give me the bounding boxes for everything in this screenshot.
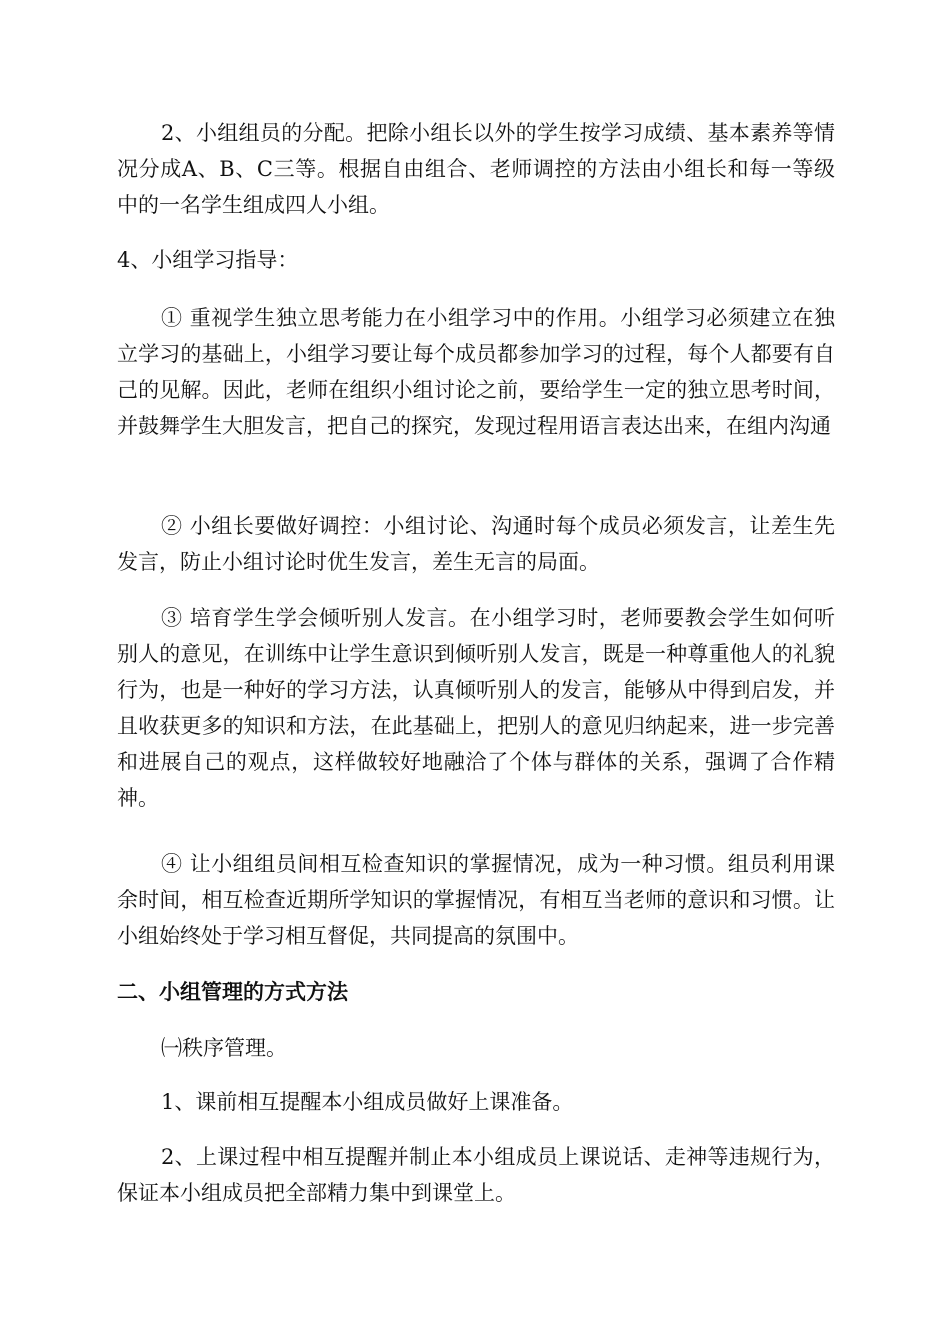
section-heading-management-methods: 二、小组管理的方式方法	[117, 980, 348, 1004]
paragraph-listening-skills: ③ 培育学生学会倾听别人发言。在小组学习时，老师要教会学生如何听别人的意见，在训练中让学生意识到倾听别人发言，既是一种尊重他人的礼貌行为，也是一种好的学习方法，认真倾听别人的发言，能够从中得到启发，并且收获更多的知识和方法，在此基础上，把别人的意见归纳起来，进一步完善和进展自己的观点，这样做较好地融洽了个体与群体的关系，强调了合作精神。	[117, 606, 835, 810]
paragraph-pre-class-reminder: 1、课前相互提醒本小组成员做好上课准备。	[161, 1090, 574, 1114]
subsection-order-management: ㈠秩序管理。	[161, 1036, 287, 1060]
paragraph-independent-thinking: ① 重视学生独立思考能力在小组学习中的作用。小组学习必须建立在独立学习的基础上，小组学习要让每个成员都参加学习的过程，每个人都要有自己的见解。因此，老师在组织小组讨论之前，要给学生一定的独立思考时间，并鼓舞学生大胆发言，把自己的探究，发现过程用语言表达出来，在组内沟通	[117, 306, 835, 438]
paragraph-mutual-checking: ④ 让小组组员间相互检查知识的掌握情况，成为一种习惯。组员利用课余时间，相互检查近期所学知识的掌握情况，有相互当老师的意识和习惯。让小组始终处于学习相互督促，共同提高的氛围中。	[117, 852, 835, 948]
paragraph-group-member-allocation: 2、小组组员的分配。把除小组长以外的学生按学习成绩、基本素养等情况分成A、B、C三等。根据自由组合、老师调控的方法由小组长和每一等级中的一名学生组成四人小组。	[117, 121, 835, 217]
paragraph-leader-control: ② 小组长要做好调控：小组讨论、沟通时每个成员必须发言，让差生先发言，防止小组讨论时优生发言，差生无言的局面。	[117, 514, 835, 574]
paragraph-in-class-reminder: 2、上课过程中相互提醒并制止本小组成员上课说话、走神等违规行为，保证本小组成员把全部精力集中到课堂上。	[117, 1145, 835, 1205]
section-item-group-study-guidance: 4、小组学习指导：	[117, 248, 299, 272]
